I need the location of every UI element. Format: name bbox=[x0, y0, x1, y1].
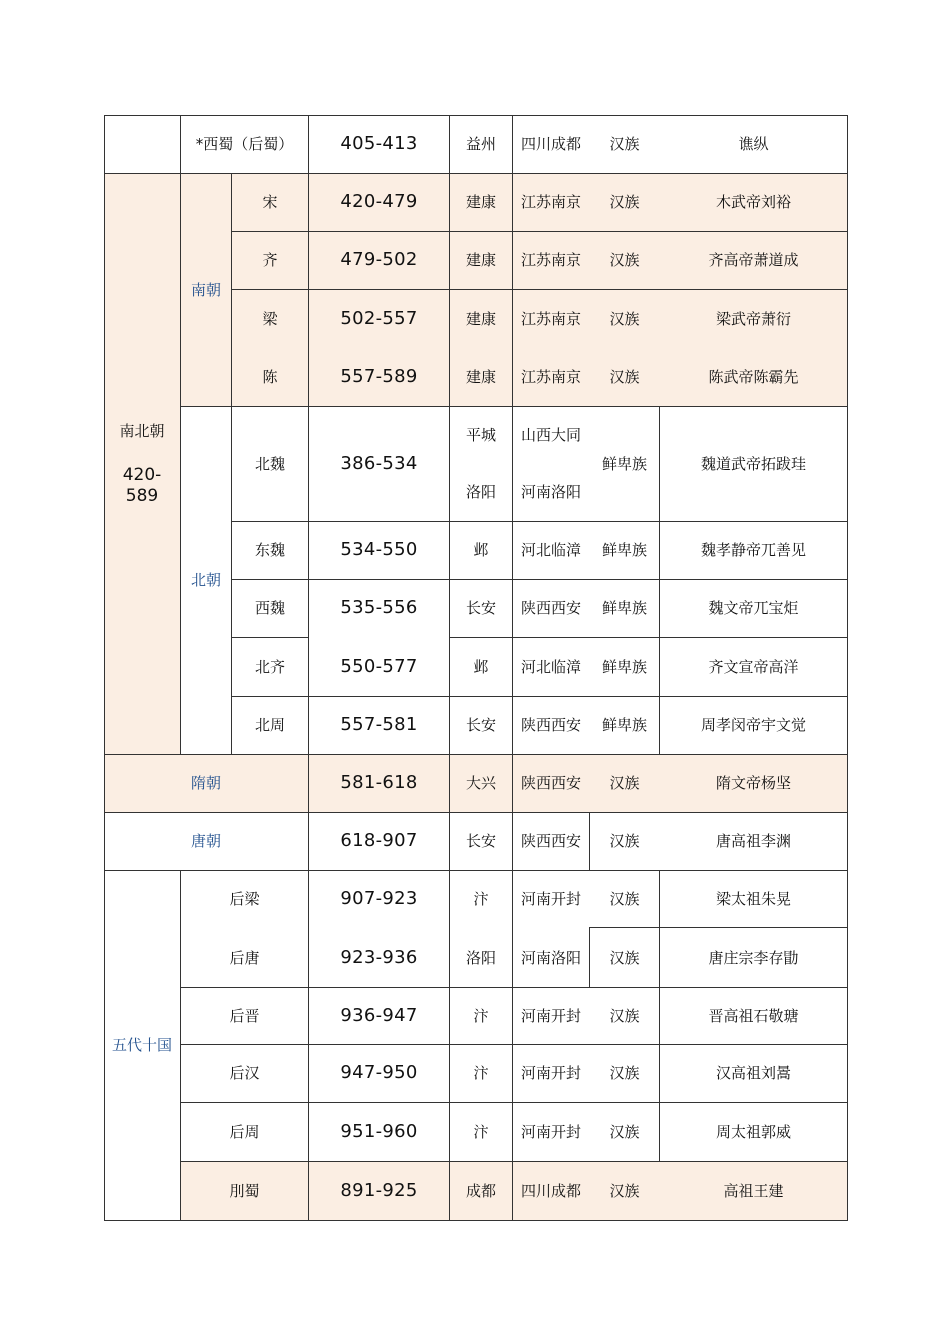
dynasty-cell: 后梁 bbox=[229, 890, 260, 909]
period-label-wudai: 五代十国 bbox=[111, 1036, 172, 1055]
founder-cell: 汉高祖刘暠 bbox=[715, 1064, 791, 1083]
capital-cell: 邺 bbox=[473, 541, 489, 560]
dynasty-cell: 后周 bbox=[229, 1122, 260, 1141]
modern-city-cell: 陕西西安 bbox=[520, 832, 581, 851]
dynasty-cell: 西魏 bbox=[254, 599, 285, 618]
ethnicity-cell: 汉族 bbox=[609, 134, 640, 153]
founder-cell: 谯纵 bbox=[738, 134, 769, 153]
ethnicity-cell: 汉族 bbox=[609, 1064, 640, 1083]
group-label-beichao: 北朝 bbox=[190, 571, 221, 590]
capital-cell: 邺 bbox=[473, 657, 489, 676]
modern-city-cell: 河北临漳 bbox=[520, 657, 581, 676]
founder-cell: 魏文帝兀宝炬 bbox=[708, 599, 799, 618]
founder-cell: 魏道武帝拓跋珪 bbox=[700, 454, 806, 473]
capital-cell: 建康 bbox=[465, 309, 496, 328]
capital-cell: 建康 bbox=[465, 367, 496, 386]
dynasty-cell: 东魏 bbox=[254, 541, 285, 560]
modern-city-cell: 河北临漳 bbox=[520, 541, 581, 560]
ethnicity-cell: 汉族 bbox=[609, 948, 640, 967]
capital-cell: 长安 bbox=[465, 599, 496, 618]
capital-cell: 汴 bbox=[473, 1006, 489, 1025]
founder-cell: 周孝闵帝宇文觉 bbox=[700, 716, 806, 735]
founder-cell: 梁武帝萧衍 bbox=[715, 309, 791, 328]
years-cell: 479-502 bbox=[340, 249, 418, 271]
modern-city-cell: 河南开封 bbox=[520, 890, 581, 909]
period-name: 南北朝 bbox=[119, 421, 165, 440]
ethnicity-cell: 鲜卑族 bbox=[601, 599, 647, 618]
years-cell: 581-618 bbox=[340, 772, 418, 794]
years-cell: 951-960 bbox=[340, 1120, 418, 1142]
founder-cell: 齐高帝萧道成 bbox=[708, 251, 799, 270]
founder-cell: 晋高祖石敬瑭 bbox=[708, 1006, 799, 1025]
years-cell: 936-947 bbox=[340, 1004, 418, 1026]
years-cell: 947-950 bbox=[340, 1062, 418, 1084]
capital-cell: 平城 bbox=[465, 426, 496, 445]
dynasty-cell: 北魏 bbox=[254, 454, 285, 473]
modern-city-cell: 四川成都 bbox=[520, 1181, 581, 1200]
capital-cell: 成都 bbox=[465, 1181, 496, 1200]
modern-city-cell: 河南洛阳 bbox=[520, 948, 581, 967]
dynasty-cell: *西蜀（后蜀） bbox=[195, 134, 294, 153]
ethnicity-cell: 汉族 bbox=[609, 193, 640, 212]
ethnicity-cell: 鲜卑族 bbox=[601, 454, 647, 473]
modern-city-cell: 河南开封 bbox=[520, 1064, 581, 1083]
modern-city-cell: 陕西西安 bbox=[520, 716, 581, 735]
years-cell: 386-534 bbox=[340, 452, 418, 474]
years-cell: 923-936 bbox=[340, 946, 418, 968]
ethnicity-cell: 汉族 bbox=[609, 1181, 640, 1200]
founder-cell: 唐庄宗李存勖 bbox=[708, 948, 799, 967]
dynasty-cell: 后汉 bbox=[229, 1064, 260, 1083]
modern-city-cell: 河南洛阳 bbox=[520, 483, 581, 502]
period-years: 420-589 bbox=[122, 464, 162, 507]
ethnicity-cell: 汉族 bbox=[609, 1006, 640, 1025]
founder-cell: 陈武帝陈霸先 bbox=[708, 367, 799, 386]
founder-cell: 周太祖郭威 bbox=[715, 1122, 791, 1141]
dynasty-cell: 北齐 bbox=[254, 657, 285, 676]
capital-cell: 汴 bbox=[473, 1064, 489, 1083]
years-cell: 420-479 bbox=[340, 191, 418, 213]
founder-cell: 齐文宣帝高洋 bbox=[708, 657, 799, 676]
years-cell: 534-550 bbox=[340, 539, 418, 561]
modern-city-cell: 河南开封 bbox=[520, 1006, 581, 1025]
founder-cell: 高祖王建 bbox=[723, 1181, 784, 1200]
dynasty-cell: 陈 bbox=[262, 367, 278, 386]
years-cell: 405-413 bbox=[340, 132, 418, 154]
years-cell: 550-577 bbox=[340, 655, 418, 677]
years-cell: 557-589 bbox=[340, 365, 418, 387]
ethnicity-cell: 鲜卑族 bbox=[601, 657, 647, 676]
dynasty-cell: 齐 bbox=[262, 251, 278, 270]
modern-city-cell: 山西大同 bbox=[520, 426, 581, 445]
modern-city-cell: 陕西西安 bbox=[520, 599, 581, 618]
modern-city-cell: 河南开封 bbox=[520, 1122, 581, 1141]
founder-cell: 梁太祖朱晃 bbox=[715, 890, 791, 909]
modern-city-cell: 江苏南京 bbox=[520, 367, 581, 386]
years-cell: 502-557 bbox=[340, 307, 418, 329]
capital-cell: 益州 bbox=[465, 134, 496, 153]
ethnicity-cell: 汉族 bbox=[609, 367, 640, 386]
dynasty-cell: 北周 bbox=[254, 716, 285, 735]
founder-cell: 隋文帝杨坚 bbox=[715, 774, 791, 793]
ethnicity-cell: 汉族 bbox=[609, 832, 640, 851]
capital-cell: 大兴 bbox=[465, 774, 496, 793]
ethnicity-cell: 汉族 bbox=[609, 251, 640, 270]
dynasty-cell: 刖蜀 bbox=[229, 1181, 260, 1200]
capital-cell: 建康 bbox=[465, 251, 496, 270]
period-label-nanbeichao bbox=[104, 174, 180, 754]
capital-cell: 洛阳 bbox=[465, 948, 496, 967]
dynasty-cell: 梁 bbox=[262, 309, 278, 328]
group-label-nanchao: 南朝 bbox=[190, 280, 221, 299]
capital-cell: 长安 bbox=[465, 716, 496, 735]
capital-cell: 长安 bbox=[465, 832, 496, 851]
modern-city-cell: 江苏南京 bbox=[520, 309, 581, 328]
dynasty-cell-tang: 唐朝 bbox=[190, 832, 221, 851]
modern-city-cell: 江苏南京 bbox=[520, 193, 581, 212]
ethnicity-cell: 汉族 bbox=[609, 774, 640, 793]
capital-cell: 汴 bbox=[473, 890, 489, 909]
founder-cell: 木武帝刘裕 bbox=[715, 193, 791, 212]
dynasty-cell: 后唐 bbox=[229, 948, 260, 967]
capital-cell: 建康 bbox=[465, 193, 496, 212]
ethnicity-cell: 鲜卑族 bbox=[601, 716, 647, 735]
dynasty-cell: 宋 bbox=[262, 193, 278, 212]
years-cell: 891-925 bbox=[340, 1179, 418, 1201]
ethnicity-cell: 汉族 bbox=[609, 1122, 640, 1141]
dynasty-cell: 后晋 bbox=[229, 1006, 260, 1025]
years-cell: 907-923 bbox=[340, 888, 418, 910]
ethnicity-cell: 鲜卑族 bbox=[601, 541, 647, 560]
modern-city-cell: 四川成都 bbox=[520, 134, 581, 153]
ethnicity-cell: 汉族 bbox=[609, 890, 640, 909]
modern-city-cell: 陕西西安 bbox=[520, 774, 581, 793]
dynasty-cell-sui: 隋朝 bbox=[190, 774, 221, 793]
capital-cell: 汴 bbox=[473, 1122, 489, 1141]
modern-city-cell: 江苏南京 bbox=[520, 251, 581, 270]
years-cell: 618-907 bbox=[340, 830, 418, 852]
founder-cell: 唐高祖李渊 bbox=[715, 832, 791, 851]
years-cell: 535-556 bbox=[340, 597, 418, 619]
capital-cell: 洛阳 bbox=[465, 483, 496, 502]
ethnicity-cell: 汉族 bbox=[609, 309, 640, 328]
founder-cell: 魏孝静帝兀善见 bbox=[700, 541, 806, 560]
years-cell: 557-581 bbox=[340, 714, 418, 736]
